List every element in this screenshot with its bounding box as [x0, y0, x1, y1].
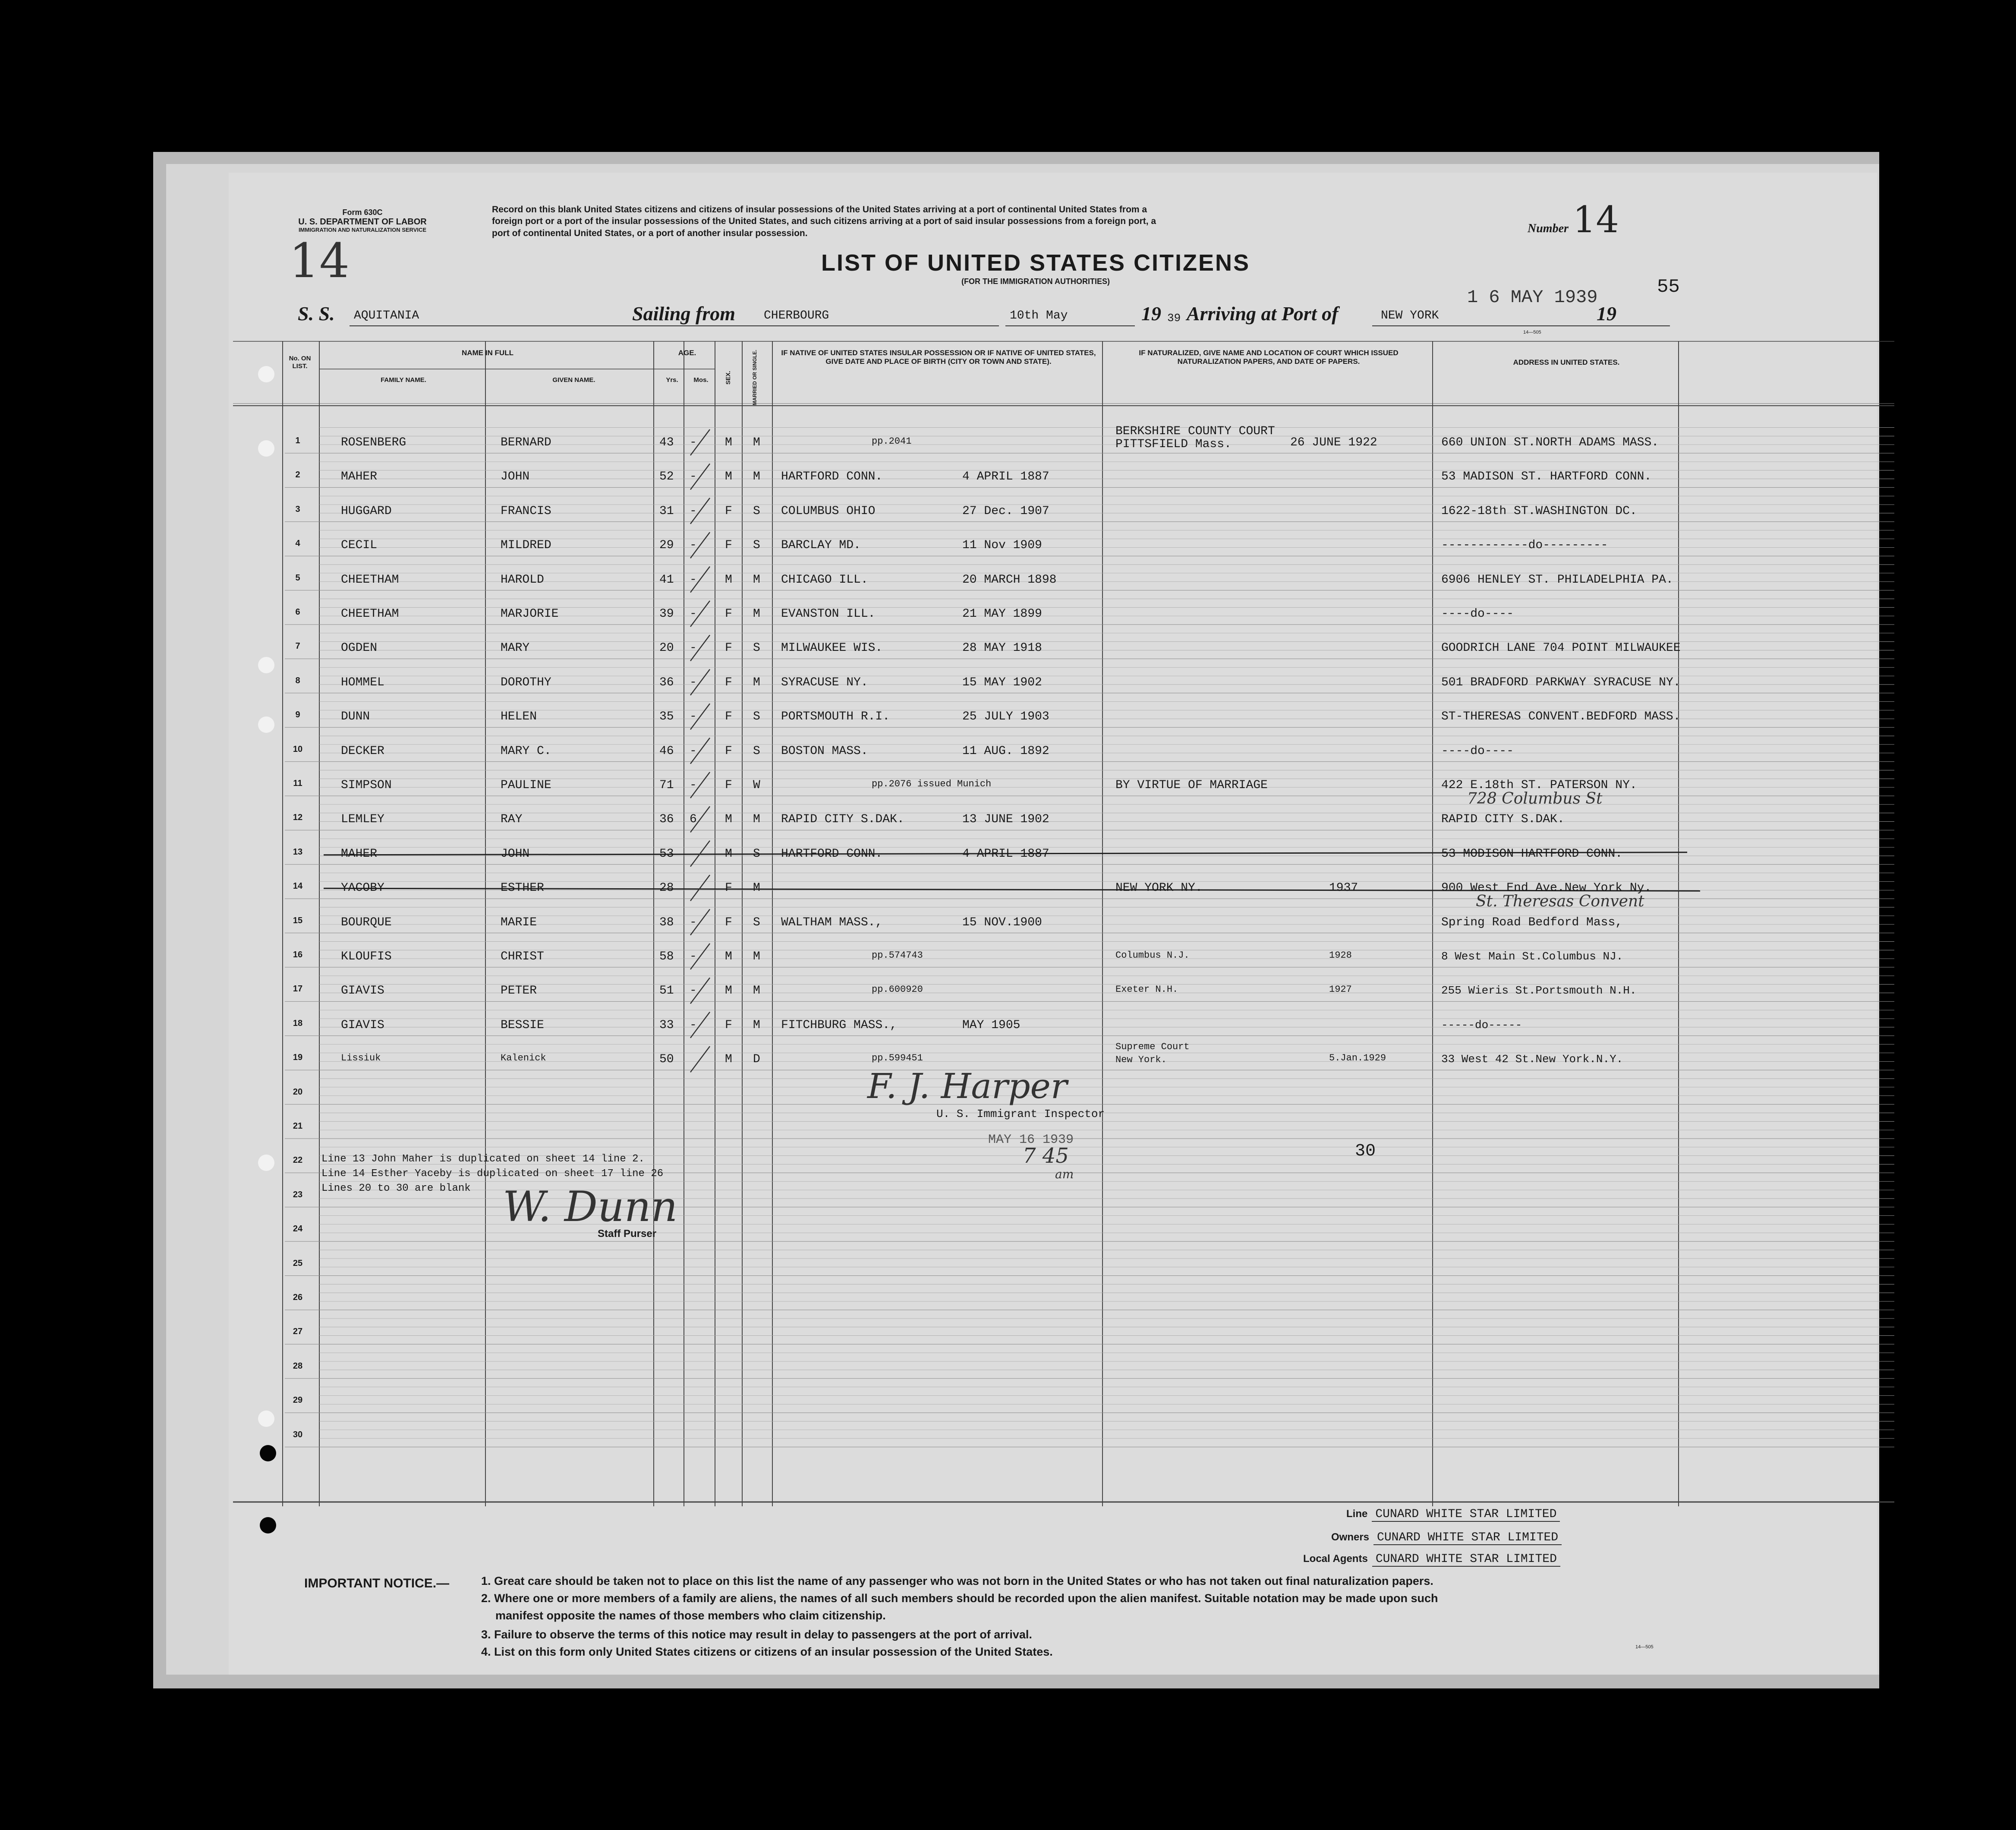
- birth-place: pp.600920: [872, 984, 923, 995]
- age-months: -: [690, 504, 697, 518]
- agents-value: CUNARD WHITE STAR LIMITED: [1372, 1552, 1560, 1567]
- sex: M: [725, 573, 732, 587]
- birth-date: 13 JUNE 1902: [962, 813, 1049, 827]
- sex: F: [725, 710, 732, 724]
- family-name: MAHER: [341, 847, 378, 861]
- line-number: 4: [295, 539, 300, 549]
- birth-place: RAPID CITY S.DAK.: [781, 813, 904, 827]
- naturalization-date: 1937: [1329, 881, 1358, 895]
- line-number: 28: [293, 1361, 303, 1371]
- age-years: 28: [659, 881, 674, 895]
- punch-hole: [260, 1517, 276, 1533]
- age-years: 51: [659, 984, 674, 998]
- line-number: 9: [295, 710, 300, 720]
- age-years: 71: [659, 779, 674, 792]
- owners-value: CUNARD WHITE STAR LIMITED: [1373, 1531, 1562, 1545]
- line-number: 15: [293, 915, 303, 925]
- naturalization-date: 5.Jan.1929: [1329, 1053, 1386, 1064]
- page-subtitle: (FOR THE IMMIGRATION AUTHORITIES): [961, 277, 1110, 286]
- given-name: MARJORIE: [501, 607, 559, 621]
- birth-date: 25 JULY 1903: [962, 710, 1049, 724]
- inspector-signature: F. J. Harper: [867, 1066, 1068, 1106]
- line-number: 22: [293, 1155, 303, 1165]
- notice-title: IMPORTANT NOTICE.—: [304, 1576, 450, 1590]
- address: ------------do---------: [1441, 539, 1608, 552]
- line-number: 25: [293, 1258, 303, 1268]
- sex: M: [725, 984, 732, 998]
- family-name: BOURQUE: [341, 915, 392, 929]
- header-mos: Mos.: [693, 376, 709, 384]
- port-to: NEW YORK: [1381, 309, 1439, 322]
- given-name: HAROLD: [501, 573, 544, 587]
- line-value: CUNARD WHITE STAR LIMITED: [1372, 1508, 1560, 1522]
- family-name: DUNN: [341, 710, 370, 724]
- age-years: 52: [659, 470, 674, 484]
- owners-label: Owners: [1331, 1531, 1370, 1543]
- manifest-table: [233, 341, 1894, 1506]
- family-name: YACOBY: [341, 881, 384, 895]
- family-name: HUGGARD: [341, 504, 392, 518]
- birth-place: SYRACUSE NY.: [781, 675, 868, 689]
- age-months: -: [690, 950, 697, 963]
- header-sex: SEX.: [724, 371, 731, 385]
- birth-date: MAY 1905: [962, 1018, 1021, 1032]
- line-number: 8: [295, 675, 300, 685]
- birth-place: pp.599451: [872, 1053, 923, 1064]
- given-name: DOROTHY: [501, 675, 551, 689]
- purser-signature: W. Dunn: [503, 1183, 678, 1231]
- sex: M: [725, 436, 732, 449]
- line-number: 19: [293, 1053, 303, 1063]
- line-number: 6: [295, 607, 300, 617]
- ss-label: S. S.: [298, 303, 335, 325]
- sailing-line: [298, 302, 1670, 328]
- address: ----do----: [1441, 744, 1514, 758]
- notice-item-1: 1. Great care should be taken not to place on this list the name of any passenger who was not born in the United States or who has not taken out final naturalization papers.: [481, 1574, 1433, 1587]
- marital-status: M: [753, 950, 760, 963]
- birth-place: HARTFORD CONN.: [781, 470, 883, 484]
- sex: F: [725, 881, 732, 895]
- agents-label: Local Agents: [1303, 1553, 1368, 1565]
- birth-date: 11 Nov 1909: [962, 539, 1042, 552]
- given-name: BERNARD: [501, 436, 551, 449]
- sailing-from-label: Sailing from: [632, 303, 736, 325]
- sex: F: [725, 675, 732, 689]
- birth-place: COLUMBUS OHIO: [781, 504, 876, 518]
- naturalization-date: 26 JUNE 1922: [1290, 436, 1377, 449]
- family-name: CHEETHAM: [341, 607, 399, 621]
- age-months: -: [690, 675, 697, 689]
- age-months: -: [690, 607, 697, 621]
- line-number: 13: [293, 847, 303, 857]
- marital-status: S: [753, 744, 760, 758]
- family-name: MAHER: [341, 470, 378, 484]
- header-birth: IF NATIVE OF UNITED STATES INSULAR POSSESSION OR IF NATIVE OF UNITED STATES, GIVE DATE AND PLACE OF BIRTH (CITY OR TOWN AND STATE).: [781, 349, 1096, 366]
- age-months: -: [690, 641, 697, 655]
- family-name: CECIL: [341, 539, 378, 552]
- family-name: Lissiuk: [341, 1053, 381, 1064]
- sex: F: [725, 915, 732, 929]
- notice-item-3: 3. Failure to observe the terms of this notice may result in delay to passengers at the port of arrival.: [481, 1628, 1032, 1641]
- address: 900 West End Ave.New York Ny.: [1441, 881, 1652, 895]
- family-name: ROSENBERG: [341, 436, 406, 449]
- address: 6906 HENLEY ST. PHILADELPHIA PA.: [1441, 573, 1673, 587]
- marital-status: S: [753, 504, 760, 518]
- age-years: 43: [659, 436, 674, 449]
- address: -----do-----: [1441, 1018, 1522, 1032]
- naturalization-date: 1927: [1329, 984, 1352, 995]
- age-years: 33: [659, 1018, 674, 1032]
- birth-place: EVANSTON ILL.: [781, 607, 876, 621]
- naturalization-court: Supreme Court: [1115, 1041, 1190, 1053]
- arrival-year-prefix: 19: [1597, 303, 1616, 325]
- record-instructions: [492, 204, 1467, 239]
- age-months: -: [690, 573, 697, 587]
- sex: F: [725, 641, 732, 655]
- header-address: ADDRESS IN UNITED STATES.: [1513, 358, 1620, 366]
- age-months: 6: [690, 813, 697, 827]
- port-from: CHERBOURG: [764, 309, 829, 322]
- passenger-count: 30: [1355, 1142, 1376, 1161]
- marital-status: S: [753, 710, 760, 724]
- age-years: 38: [659, 915, 674, 929]
- age-years: 20: [659, 641, 674, 655]
- staff-purser-label: Staff Purser: [598, 1228, 657, 1240]
- naturalization-court: Columbus N.J.: [1115, 950, 1190, 961]
- note-blank-lines: Lines 20 to 30 are blank: [321, 1183, 471, 1194]
- line-number: 7: [295, 641, 300, 651]
- address: 255 Wieris St.Portsmouth N.H.: [1441, 984, 1637, 997]
- marital-status: M: [753, 607, 760, 621]
- header-no: No. ON LIST.: [289, 355, 311, 370]
- given-name: JOHN: [501, 847, 530, 861]
- family-name: OGDEN: [341, 641, 378, 655]
- note-line-14: Line 14 Esther Yaceby is duplicated on sheet 17 line 26: [321, 1168, 664, 1180]
- birth-place: FITCHBURG MASS.,: [781, 1018, 897, 1032]
- family-name: CHEETHAM: [341, 573, 399, 587]
- marital-status: S: [753, 847, 760, 861]
- given-name: MARIE: [501, 915, 537, 929]
- address: 53 MODISON HARTFORD CONN.: [1441, 847, 1623, 861]
- line-field: [1346, 1508, 1560, 1521]
- naturalization-court: Exeter N.H.: [1115, 984, 1178, 995]
- line-number: 12: [293, 813, 303, 823]
- sex: F: [725, 539, 732, 552]
- address: RAPID CITY S.DAK.: [1441, 813, 1565, 827]
- sex: F: [725, 779, 732, 792]
- line-number: 18: [293, 1018, 303, 1028]
- age-years: 36: [659, 675, 674, 689]
- naturalization-court-location: New York.: [1115, 1054, 1167, 1066]
- form-number: Form 630C: [342, 208, 383, 217]
- marital-status: M: [753, 573, 760, 587]
- given-name: BESSIE: [501, 1018, 544, 1032]
- line-number: 20: [293, 1087, 303, 1097]
- given-name: PAULINE: [501, 779, 551, 792]
- given-name: JOHN: [501, 470, 530, 484]
- line-number: 2: [295, 470, 300, 480]
- family-name: DECKER: [341, 744, 384, 758]
- age-months: -: [690, 1018, 697, 1032]
- birth-date: 4 APRIL 1887: [962, 847, 1049, 861]
- department: U. S. DEPARTMENT OF LABOR: [298, 217, 427, 227]
- page-title: LIST OF UNITED STATES CITIZENS: [821, 250, 1250, 276]
- age-months: -: [690, 915, 697, 929]
- marital-status: S: [753, 915, 760, 929]
- number-label: Number: [1528, 222, 1569, 235]
- line-number: 29: [293, 1395, 303, 1405]
- footer-code: 14—505: [1635, 1644, 1654, 1650]
- age-years: 39: [659, 607, 674, 621]
- family-name: GIAVIS: [341, 1018, 384, 1032]
- address: GOODRICH LANE 704 POINT MILWAUKEE: [1441, 641, 1681, 655]
- marital-status: M: [753, 1018, 760, 1032]
- family-name: KLOUFIS: [341, 950, 392, 963]
- line-label: Line: [1346, 1508, 1368, 1520]
- naturalization-date: 1928: [1329, 950, 1352, 961]
- marital-status: M: [753, 470, 760, 484]
- naturalization-court-location: PITTSFIELD Mass.: [1115, 438, 1232, 451]
- age-years: 36: [659, 813, 674, 827]
- birth-place: HARTFORD CONN.: [781, 847, 883, 861]
- address: 53 MADISON ST. HARTFORD CONN.: [1441, 470, 1652, 484]
- birth-place: pp.2076 issued Munich: [872, 779, 992, 789]
- line-number: 23: [293, 1190, 303, 1199]
- line-number: 10: [293, 744, 303, 754]
- address: 1622-18th ST.WASHINGTON DC.: [1441, 504, 1637, 518]
- marital-status: M: [753, 813, 760, 827]
- birth-place: MILWAUKEE WIS.: [781, 641, 883, 655]
- given-name: MILDRED: [501, 539, 551, 552]
- birth-place: BARCLAY MD.: [781, 539, 861, 552]
- birth-date: 20 MARCH 1898: [962, 573, 1057, 587]
- header-name-in-full: NAME IN FULL: [462, 349, 513, 357]
- record-line: Record on this blank United States citizens and citizens of insular possessions of the United States arriving at a port of continental United States from a: [492, 205, 1147, 215]
- age-years: 41: [659, 573, 674, 587]
- line-number: 26: [293, 1293, 303, 1302]
- age-months: -: [690, 984, 697, 998]
- address: Spring Road Bedford Mass,: [1441, 915, 1623, 929]
- birth-place: WALTHAM MASS.,: [781, 915, 883, 929]
- line-number: 24: [293, 1224, 303, 1234]
- sheet-number: [1528, 199, 1619, 241]
- line-number: 5: [295, 573, 300, 583]
- birth-date: 15 NOV.1900: [962, 915, 1042, 929]
- arrival-stamp: 1 6 MAY 1939: [1467, 287, 1598, 308]
- record-line: port of continental United States, or a port of another insular possession.: [492, 228, 808, 238]
- line-number: 14: [293, 881, 303, 891]
- age-years: 46: [659, 744, 674, 758]
- table-rules: [233, 341, 1894, 1506]
- age-years: 50: [659, 1053, 674, 1066]
- handwritten-address-row-14: St. Theresas Convent: [1476, 893, 1644, 911]
- header-family-name: FAMILY NAME.: [381, 376, 426, 384]
- family-name: SIMPSON: [341, 779, 392, 792]
- marital-status: S: [753, 539, 760, 552]
- given-name: HELEN: [501, 710, 537, 724]
- age-months: -: [690, 470, 697, 484]
- line-number: 17: [293, 984, 303, 994]
- address: 33 West 42 St.New York.N.Y.: [1441, 1053, 1623, 1066]
- sex: M: [725, 813, 732, 827]
- inspector-label: U. S. Immigrant Inspector: [936, 1107, 1105, 1120]
- marital-status: M: [753, 881, 760, 895]
- line-number: 1: [295, 436, 300, 445]
- record-line: foreign port or a port of the insular possessions of the United States, and such citizens arriving at a port of said insular possessions from a foreign port, a: [492, 216, 1156, 227]
- birth-date: 15 MAY 1902: [962, 675, 1042, 689]
- age-years: 35: [659, 710, 674, 724]
- naturalization-court: BY VIRTUE OF MARRIAGE: [1115, 779, 1268, 792]
- sex: M: [725, 950, 732, 963]
- marital-status: W: [753, 779, 760, 792]
- notice-item-2: 2. Where one or more members of a family are aliens, the names of all such members should be recorded upon the alien manifest. Suitable notation may be made upon such: [481, 1592, 1438, 1605]
- age-years: 29: [659, 539, 674, 552]
- age-months: -: [690, 779, 697, 792]
- family-name: GIAVIS: [341, 984, 384, 998]
- sailing-date: 10th May: [1010, 309, 1068, 322]
- notice-item-4: 4. List on this form only United States citizens or citizens of an insular possession of the United States.: [481, 1645, 1053, 1658]
- birth-place: BOSTON MASS.: [781, 744, 868, 758]
- marital-status: D: [753, 1053, 760, 1066]
- given-name: MARY: [501, 641, 530, 655]
- ship-name: AQUITANIA: [354, 309, 419, 322]
- sex: M: [725, 1053, 732, 1066]
- page-number: 55: [1657, 276, 1680, 298]
- year-suffix: 39: [1167, 312, 1181, 325]
- birth-date: 11 AUG. 1892: [962, 744, 1049, 758]
- marital-status: M: [753, 675, 760, 689]
- birth-place: CHICAGO ILL.: [781, 573, 868, 587]
- service: IMMIGRATION AND NATURALIZATION SERVICE: [298, 226, 427, 233]
- naturalization-court: NEW YORK NY.: [1115, 881, 1203, 895]
- line-number: 16: [293, 950, 303, 959]
- given-name: ESTHER: [501, 881, 544, 895]
- sex: F: [725, 1018, 732, 1032]
- given-name: FRANCIS: [501, 504, 551, 518]
- tiny-print: 14—505: [1523, 330, 1541, 335]
- marital-status: M: [753, 436, 760, 449]
- age-years: 58: [659, 950, 674, 963]
- header-naturalized: IF NATURALIZED, GIVE NAME AND LOCATION OF COURT WHICH ISSUED NATURALIZATION PAPERS, AND DATE OF PAPERS.: [1139, 349, 1399, 366]
- inspector-time-suffix: am: [1055, 1167, 1074, 1181]
- birth-date: 27 Dec. 1907: [962, 504, 1049, 518]
- note-line-13: Line 13 John Maher is duplicated on sheet 14 line 2.: [321, 1153, 645, 1165]
- marital-status: S: [753, 641, 760, 655]
- birth-place: pp.2041: [872, 436, 912, 447]
- handwritten-address-row-11: 728 Columbus St: [1467, 790, 1603, 808]
- line-number: 21: [293, 1121, 303, 1131]
- given-name: PETER: [501, 984, 537, 998]
- family-name: HOMMEL: [341, 675, 384, 689]
- address: 422 E.18th ST. PATERSON NY.: [1441, 779, 1637, 792]
- header-yrs: Yrs.: [666, 376, 678, 384]
- inspector-stamp: MAY 16 1939: [988, 1133, 1074, 1147]
- number-value: 14: [1572, 199, 1619, 241]
- line-number: 3: [295, 504, 300, 514]
- given-name: RAY: [501, 813, 523, 827]
- marital-status: M: [753, 984, 760, 998]
- age-months: -: [690, 710, 697, 724]
- address: 8 West Main St.Columbus NJ.: [1441, 950, 1623, 963]
- sex: M: [725, 847, 732, 861]
- naturalization-court: BERKSHIRE COUNTY COURT: [1115, 425, 1275, 438]
- header-given-name: GIVEN NAME.: [552, 376, 595, 384]
- age-months: -: [690, 436, 697, 449]
- age-years: 31: [659, 504, 674, 518]
- year-prefix: 19: [1141, 303, 1161, 325]
- family-name: LEMLEY: [341, 813, 384, 827]
- birth-place: PORTSMOUTH R.I.: [781, 710, 890, 724]
- sex: F: [725, 744, 732, 758]
- age-months: -: [690, 539, 697, 552]
- address: ST-THERESAS CONVENT.BEDFORD MASS.: [1441, 710, 1681, 724]
- handwritten-sheet-number: 14: [289, 233, 350, 288]
- sex: M: [725, 470, 732, 484]
- line-number: 30: [293, 1429, 303, 1439]
- inspector-time: 7 45: [1023, 1144, 1069, 1168]
- birth-place: pp.574743: [872, 950, 923, 961]
- arriving-label: Arriving at Port of: [1187, 303, 1339, 325]
- header-married: MARRIED OR SINGLE.: [752, 350, 758, 406]
- header-age: AGE.: [678, 349, 696, 357]
- age-months: -: [690, 744, 697, 758]
- address: 501 BRADFORD PARKWAY SYRACUSE NY.: [1441, 675, 1681, 689]
- form-id: [272, 208, 453, 233]
- address: 660 UNION ST.NORTH ADAMS MASS.: [1441, 436, 1659, 449]
- notice-item-2-cont: manifest opposite the names of those members who claim citizenship.: [495, 1609, 886, 1622]
- given-name: Kalenick: [501, 1053, 546, 1064]
- birth-date: 21 MAY 1899: [962, 607, 1042, 621]
- birth-date: 28 MAY 1918: [962, 641, 1042, 655]
- given-name: MARY C.: [501, 744, 551, 758]
- age-years: 53: [659, 847, 674, 861]
- address: ----do----: [1441, 607, 1514, 621]
- given-name: CHRIST: [501, 950, 544, 963]
- sex: F: [725, 607, 732, 621]
- line-number: 11: [293, 779, 302, 788]
- birth-date: 4 APRIL 1887: [962, 470, 1049, 484]
- owners-field: [1331, 1531, 1562, 1544]
- line-number: 27: [293, 1327, 303, 1337]
- sex: F: [725, 504, 732, 518]
- agents-field: [1303, 1552, 1560, 1566]
